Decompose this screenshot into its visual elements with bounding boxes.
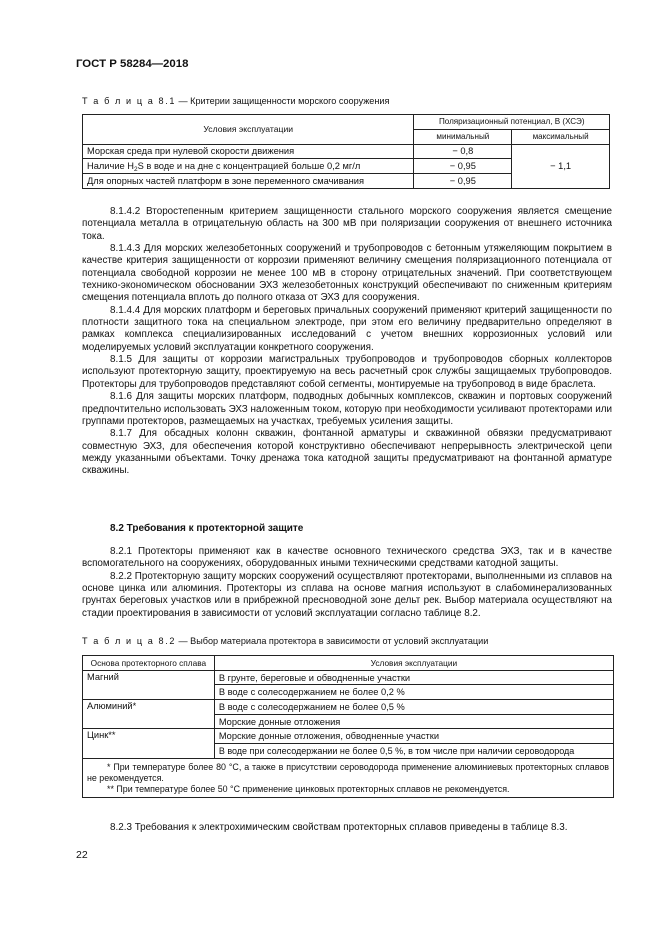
t2-alloy-aluminium: Алюминий* xyxy=(83,700,215,729)
t1-header-min: минимальный xyxy=(414,129,512,144)
table-row xyxy=(83,144,610,159)
t1-row3-condition: Для опорных частей платформ в зоне переменного смачивания xyxy=(83,174,414,189)
table-row xyxy=(83,670,614,685)
body-section-8-2 xyxy=(82,546,612,620)
t1-row2-condition xyxy=(83,159,414,174)
table-row xyxy=(83,729,614,744)
paragraph-8-2-2: 8.2.2 Протекторную защиту морских сооружений осуществляют протекторами, выполненными из сплавов на основе цинка или алюминия. Протекторы из сплава на основе магния используют в слабоминерализованных грунтах береговых участков или в прибрежной пресноводной зоне дельт рек. Выбор материала осуществляют на стадии проектирования в зависимости от условий эксплуатации согласно таблице 8.2. xyxy=(82,570,612,619)
paragraph-8-1-4-3: 8.1.4.3 Для морских железобетонных сооружений и трубопроводов с бетонным утяжеляющим покрытием в качестве критерия защищенности от коррозии применяют величину смещения поляризационного потенциала от потенциала свободной коррозии не менее 100 мВ в сторону отрицательных значений. При соответствующем технико-экономическом обосновании ЭХЗ железобетонных конструкций обеспечивают по сниженным критериям смещения потенциала вплоть до полного отказа от ЭХЗ для сооружения. xyxy=(82,243,612,304)
paragraph-8-1-6: 8.1.6 Для защиты морских платформ, подводных добычных комплексов, скважин и портовых сооружений предпочтительно использовать ЭХЗ наложенным током, которую при необходимости усиливают протекторами или группами протекторов, размещаемых на участках, требуемых усиления защиты. xyxy=(82,391,612,427)
t2-cond-magnesium-1: В грунте, береговые и обводненные участки xyxy=(214,670,613,685)
t2-alloy-zinc: Цинк** xyxy=(83,729,215,758)
page-number: 22 xyxy=(76,849,88,861)
t1-header-potential: Поляризационный потенциал, В (ХСЭ) xyxy=(414,115,610,130)
t2-cond-zinc-1: Морские донные отложения, обводненные участки xyxy=(214,729,613,744)
t2-footnote-2: ** При температуре более 50 °С применение цинковых протекторных сплавов не рекомендуется. xyxy=(107,784,510,795)
t1-row1-min: − 0,8 xyxy=(414,144,512,159)
table-row xyxy=(83,700,614,715)
t2-header-alloy: Основа протекторного сплава xyxy=(83,656,215,671)
paragraph-8-1-4-2: 8.1.4.2 Второстепенным критерием защищенности стального морского сооружения является смещение потенциала металла в отрицательную область на 300 мВ при поляризации сооружения от внешнего источника тока. xyxy=(82,206,612,242)
body-section-8-1 xyxy=(82,206,612,478)
t2-cond-aluminium-1: В воде с солесодержанием не более 0,5 % xyxy=(214,700,613,715)
t2-footnotes xyxy=(83,758,614,798)
t1-header-conditions: Условия эксплуатации xyxy=(83,115,414,145)
standard-header: ГОСТ Р 58284—2018 xyxy=(76,58,189,70)
t1-row1-condition: Морская среда при нулевой скорости движения xyxy=(83,144,414,159)
t2-header-conditions: Условия эксплуатации xyxy=(214,656,613,671)
paragraph-8-1-7: 8.1.7 Для обсадных колонн скважин, фонтанной арматуры и скважинной обвязки предусматривают совместную ЭХЗ, для обеспечения которой конструктивно обеспечивают непрерывность электрической цепи между указанными объектами. Точку дренажа тока катодной защиты предусматривают на фонтанной арматуре скважины. xyxy=(82,428,612,477)
table-8-2-label: Т а б л и ц а 8.2 xyxy=(82,636,176,646)
paragraph-8-2-1: 8.2.1 Протекторы применяют как в качестве основного технического средства ЭХЗ, так и в качестве вспомогательного на сооружениях, оборудованных иными техническими средствами катодной защиты. xyxy=(82,546,612,570)
table-footnotes-row xyxy=(83,758,614,798)
paragraph-8-1-4-4: 8.1.4.4 Для морских платформ и береговых причальных сооружений применяют критерий защищенности по плотности защитного тока на специальном электроде, при этом его величину предварительно определяют в рамках комплекса специализированных исследований с учетом внешних коррозионных условий или моделируемых условий эксплуатации конкретного сооружения. xyxy=(82,304,612,353)
table-8-1-label: Т а б л и ц а 8.1 xyxy=(82,96,176,106)
t1-row2-min: − 0,95 xyxy=(414,159,512,174)
t2-cond-aluminium-2: Морские донные отложения xyxy=(214,714,613,729)
table-8-1 xyxy=(82,114,610,189)
body-section-8-2-3 xyxy=(82,822,612,834)
paragraph-8-1-5: 8.1.5 Для защиты от коррозии магистральных трубопроводов и трубопроводов сборных коллекторов используют протекторную защиту, проектируемую на весь расчетный срок службы защищаемых трубопроводов. Протекторы для трубопроводов представляют собой сегменты, монтируемые на трубопровод в виде браслета. xyxy=(82,354,612,390)
t2-footnote-1: * При температуре более 80 °С, а также в присутствии сероводорода применение алюминиевых протекторных сплавов не рекомендуется. xyxy=(87,761,609,784)
table-8-1-caption xyxy=(82,96,389,106)
table-8-2-title: — Выбор материала протектора в зависимости от условий эксплуатации xyxy=(176,636,489,646)
table-8-2 xyxy=(82,655,614,798)
section-heading-8-2: 8.2 Требования к протекторной защите xyxy=(110,523,304,534)
table-8-1-title: — Критерии защищенности морского сооружения xyxy=(176,96,390,106)
t1-row2-cond-post: S в воде и на дне с концентрацией больше 0,2 мг/л xyxy=(137,161,361,172)
t1-header-max: максимальный xyxy=(512,129,610,144)
t1-row2-cond-sub: 2 xyxy=(134,166,138,174)
t1-row2-cond-pre: Наличие H xyxy=(87,161,135,172)
paragraph-8-2-3: 8.2.3 Требования к электрохимическим свойствам протекторных сплавов приведены в таблице 8.3. xyxy=(110,822,568,833)
t2-cond-magnesium-2: В воде с солесодержанием не более 0,2 % xyxy=(214,685,613,700)
table-8-2-caption xyxy=(82,636,488,646)
t2-alloy-magnesium: Магний xyxy=(83,670,215,699)
t1-max-value: − 1,1 xyxy=(512,144,610,188)
t2-cond-zinc-2: В воде при солесодержании не более 0,5 %, в том числе при наличии сероводорода xyxy=(214,744,613,759)
t1-row3-min: − 0,95 xyxy=(414,174,512,189)
